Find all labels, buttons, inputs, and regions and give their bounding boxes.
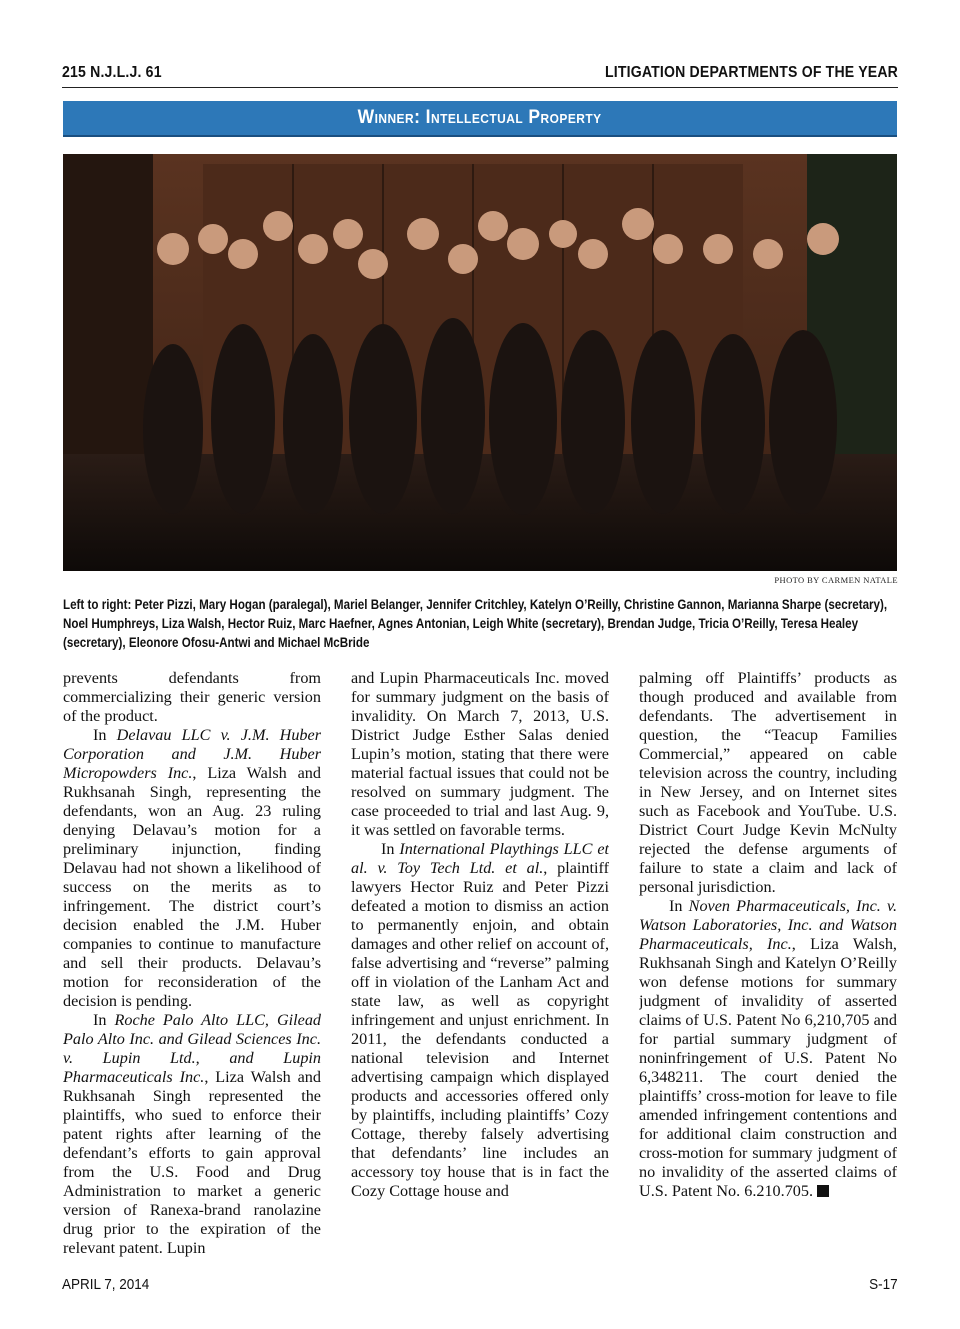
page-number: S-17	[869, 1276, 898, 1293]
group-photo	[63, 154, 897, 571]
paragraph: and Lupin Pharmaceuticals Inc. moved for summary judgment on the basis of invalidity. On March 7, 2013, U.S. District Judge Esther Salas denied Lupin’s motion, stating that there were material factual issues that could not be resolved on summary judgment. The case proceeded to trial and last Aug. 9, it was settled on favorable terms.	[351, 669, 609, 839]
paragraph: In Delavau LLC v. J.M. Huber Corporation and J.M. Huber Micropowders Inc., Liza Walsh and Rukhsanah Singh, representing the defendants, won an Aug. 23 ruling denying Delavau’s motion for a preliminary injunction, finding Delavau had not shown a likelihood of success on the merits as to infringement. The district court’s decision enabled the J.M. Huber companies to continue to manufacture and sell their products. Delavau’s motion for reconsideration of the decision is pending.	[63, 726, 321, 1010]
article-column-1	[63, 669, 321, 1261]
issue-date: APRIL 7, 2014	[62, 1276, 150, 1293]
banner-title: Winner: Intellectual Property	[358, 107, 602, 128]
article-column-3	[639, 669, 897, 1261]
winner-banner	[63, 101, 897, 137]
paragraph: prevents defendants from commercializing their generic version of the product.	[63, 669, 321, 725]
case-name: Delavau LLC v. J.M. Huber Corporation and J.M. Huber Micropowders Inc.	[63, 726, 321, 782]
article-body	[63, 669, 897, 1261]
page-footer	[62, 1276, 898, 1296]
header-rule	[62, 87, 898, 88]
paragraph: palming off Plaintiffs’ products as though produced and available from defendants. The advertisement in question, the “Teacup Families Commercial,” appeared on cable television across the country, including in New Jersey, and on Internet sites such as Facebook and YouTube. U.S. District Court Judge Kevin McNulty rejected the defense arguments of failure to state a claim and lack of personal jurisdiction.	[639, 669, 897, 896]
article-column-2	[351, 669, 609, 1261]
page-header	[62, 64, 898, 86]
caption-text: Left to right: Peter Pizzi, Mary Hogan (paralegal), Mariel Belanger, Jennifer Critchley, Katelyn O’Reilly, Christine Gannon, Marianna Sharpe (secretary), Noel Humphreys, Liza Walsh, Hector Ruiz, Marc Haefner, Agnes Antonian, Leigh White (secretary), Brendan Judge, Tricia O’Reilly, Teresa Healey (secretary), Eleonore Ofosu-Antwi and Michael McBride	[63, 597, 888, 650]
photo-credit: PHOTO BY CARMEN NATALE	[774, 575, 898, 585]
paragraph: In International Playthings LLC et al. v. Toy Tech Ltd. et al., plaintiff lawyers Hector Ruiz and Peter Pizzi defeated a motion to dismiss an action to permanently enjoin, and obtain damages and other relief on account of, false advertising and “reverse” palming off in violation of the Lanham Act and state law, as well as copyright infringement and unjust enrichment. In 2011, the defendants conducted a national television and Internet advertising campaign which displayed products and accessories offered only by plaintiffs, including plaintiffs’ Cozy Cottage, thereby falsely advertising that defendants’ line includes an accessory toy house that is in fact the Cozy Cottage house and	[351, 840, 609, 1200]
section-title: LITIGATION DEPARTMENTS OF THE YEAR	[604, 64, 898, 81]
paragraph: In Roche Palo Alto LLC, Gilead Palo Alto Inc. and Gilead Sciences Inc. v. Lupin Ltd., and Lupin Pharmaceuticals Inc., Liza Walsh and Rukhsanah Singh represented the plaintiffs, who sued to enforce their patent rights after learning of the defendant’s efforts to gain approval from the U.S. Food and Drug Administration to market a generic version of Ranexa-brand ranolazine drug prior to the expiration of the relevant patent. Lupin	[63, 1011, 321, 1257]
case-name: Noven Pharmaceuticals, Inc. v. Watson Laboratories, Inc. and Watson Pharmaceuticals, Inc.	[639, 897, 897, 953]
case-name: Roche Palo Alto LLC, Gilead Palo Alto Inc. and Gilead Sciences Inc. v. Lupin Ltd., and Lupin Pharmaceuticals Inc.	[63, 1011, 321, 1086]
paragraph: In Noven Pharmaceuticals, Inc. v. Watson Laboratories, Inc. and Watson Pharmaceuticals, Inc., Liza Walsh, Rukhsanah Singh and Katelyn O’Reilly won defense motions for summary judgment of invalidity of asserted claims of U.S. Patent No 6,210,705 and for partial summary judgment of noninfringement of U.S. Patent No 6,348211. The court denied the plaintiffs’ cross-motion for leave to file amended infringement contentions and for additional claim construction and cross-motion for summary judgment of no invalidity of the asserted claims of U.S. Patent No. 6.210.705.	[639, 897, 897, 1200]
case-name: International Playthings LLC et al. v. Toy Tech Ltd. et al.	[351, 840, 609, 877]
end-of-article-icon	[817, 1185, 829, 1197]
journal-citation: 215 N.J.L.J. 61	[62, 64, 162, 81]
photo-caption	[63, 595, 897, 652]
